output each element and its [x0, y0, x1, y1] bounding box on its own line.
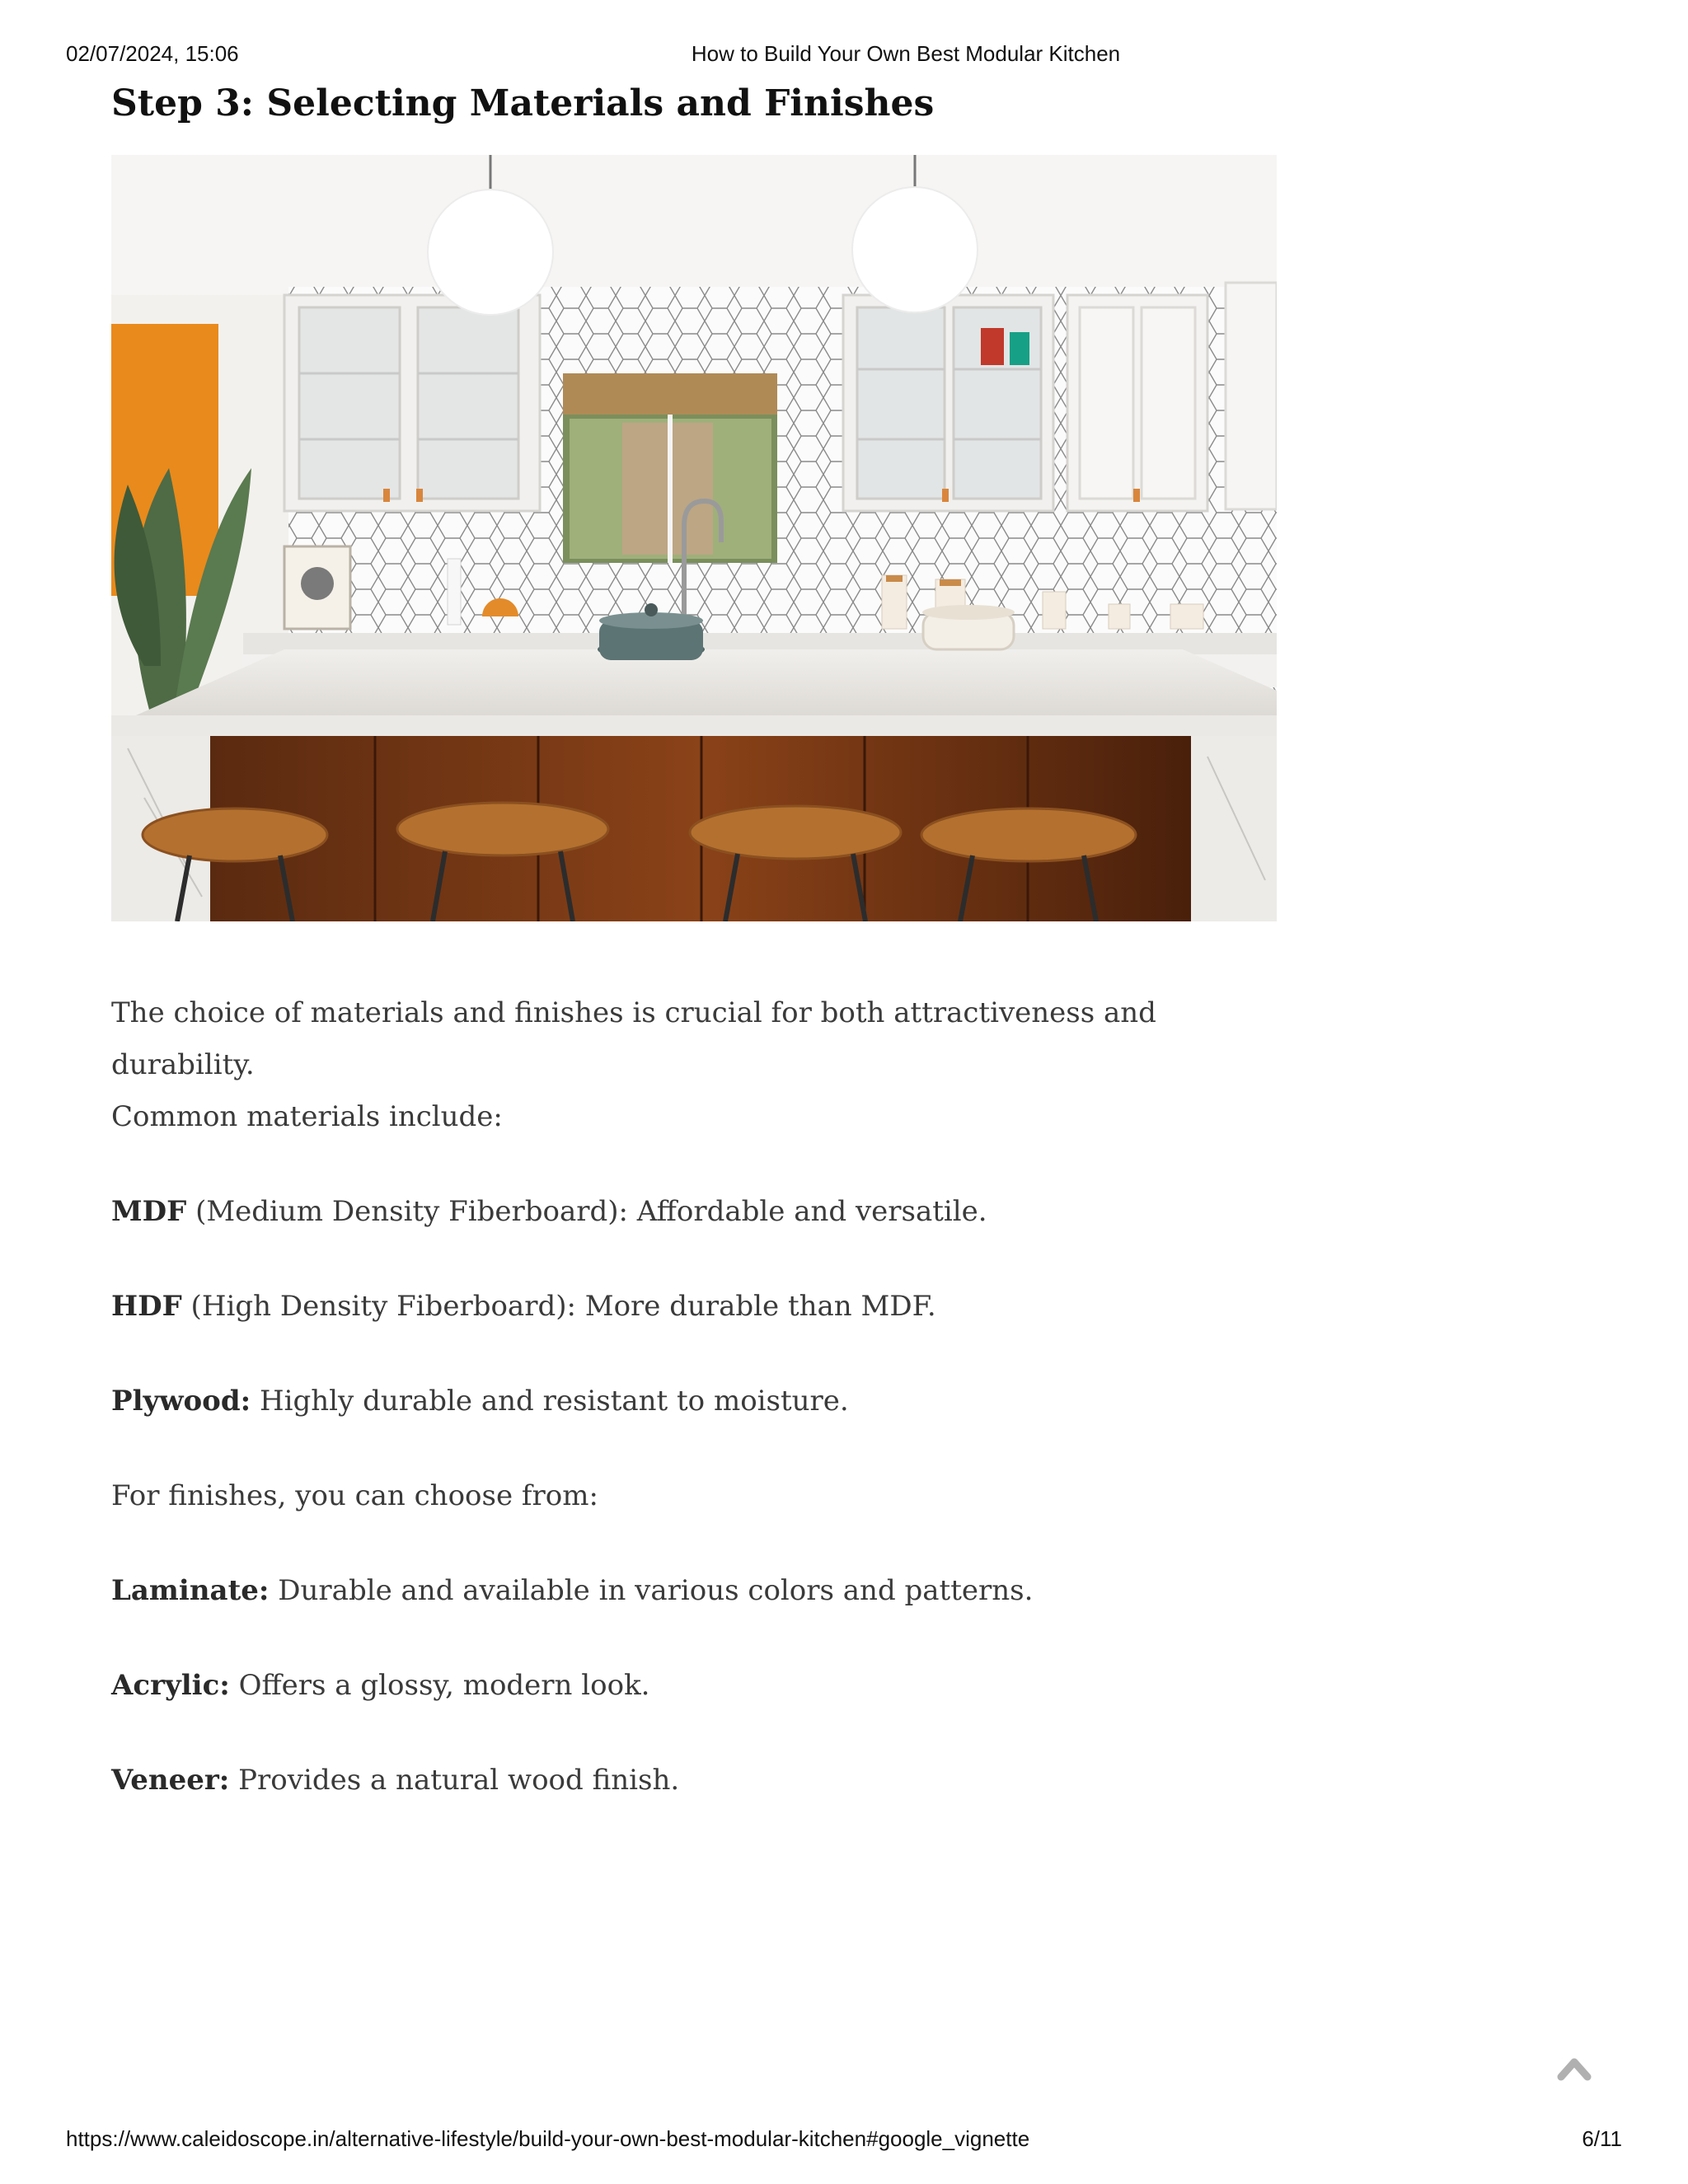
- finish-name: Acrylic:: [111, 1669, 230, 1702]
- material-item: [111, 1186, 1282, 1238]
- print-page-title: How to Build Your Own Best Modular Kitchen: [691, 41, 1121, 66]
- chevron-up-icon: [1556, 2050, 1592, 2087]
- finish-name: Veneer:: [111, 1764, 230, 1797]
- scroll-top-button[interactable]: [1556, 2050, 1592, 2087]
- intro-line-1: The choice of materials and finishes is crucial for both attractiveness and durability.: [111, 996, 1156, 1081]
- material-name: MDF: [111, 1195, 187, 1228]
- print-url: https://www.caleidoscope.in/alternative-lifestyle/build-your-own-best-modular-kitchen#google_vignette: [66, 2126, 1030, 2151]
- finish-item: [111, 1755, 1282, 1807]
- kitchen-photo: [111, 155, 1277, 921]
- material-item: [111, 1376, 1282, 1427]
- material-desc: (Medium Density Fiberboard): Affordable and versatile.: [186, 1195, 987, 1228]
- material-name: Plywood:: [111, 1385, 251, 1418]
- intro-line-2: Common materials include:: [111, 1100, 503, 1133]
- finish-desc: Provides a natural wood finish.: [229, 1764, 680, 1797]
- print-datetime: 02/07/2024, 15:06: [66, 41, 239, 66]
- print-footer: [66, 2126, 1622, 2154]
- material-desc: Highly durable and resistant to moisture.: [251, 1385, 849, 1418]
- finish-item: [111, 1660, 1282, 1712]
- section-heading: Step 3: Selecting Materials and Finishes: [111, 82, 935, 124]
- kitchen-illustration: [111, 155, 1277, 921]
- finish-desc: Offers a glossy, modern look.: [229, 1669, 650, 1702]
- finish-desc: Durable and available in various colors and patterns.: [269, 1574, 1034, 1607]
- material-name: HDF: [111, 1290, 182, 1323]
- article-body: [111, 987, 1282, 1807]
- print-header: [66, 41, 1622, 69]
- finishes-intro: For finishes, you can choose from:: [111, 1479, 598, 1512]
- material-desc: (High Density Fiberboard): More durable than MDF.: [181, 1290, 936, 1323]
- print-page-number: 6/11: [1582, 2126, 1622, 2151]
- article: [111, 81, 1282, 1807]
- material-item: [111, 1281, 1282, 1333]
- finish-item: [111, 1565, 1282, 1617]
- finish-name: Laminate:: [111, 1574, 270, 1607]
